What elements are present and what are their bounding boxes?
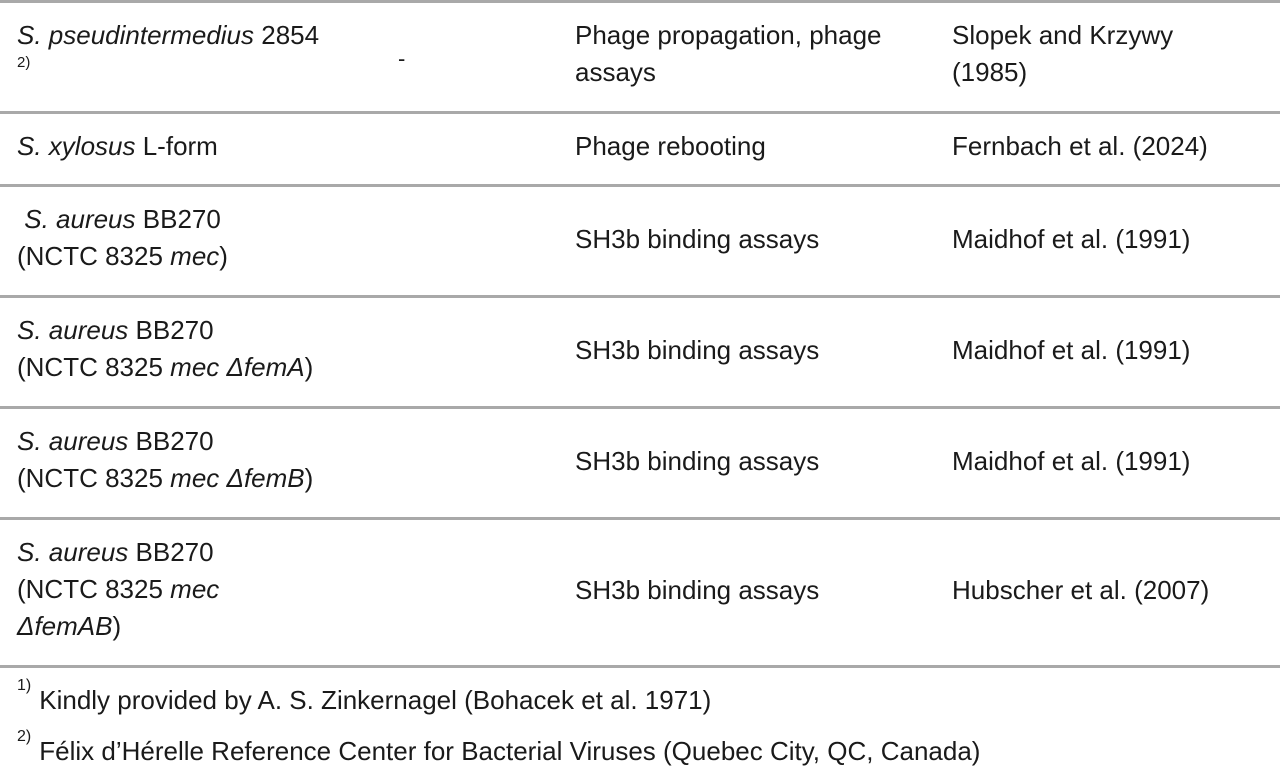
- strain-id: BB270: [128, 315, 214, 345]
- strain-detail-close: ): [219, 241, 228, 271]
- strain-id: L-form: [135, 131, 218, 161]
- table-row-2-ref: Fernbach et al. (2024): [952, 131, 1208, 161]
- table-row-3-ref: Maidhof et al. (1991): [952, 224, 1191, 254]
- use-line: Phage propagation, phage: [575, 20, 882, 50]
- table-row-1-strain: [17, 17, 319, 72]
- strain-genotype: mec: [170, 241, 220, 271]
- strain-id: BB270: [128, 537, 214, 567]
- table-row-3-use: SH3b binding assays: [575, 224, 820, 254]
- table-row-5-strain: [17, 423, 313, 497]
- ref-line: Slopek and Krzywy: [952, 20, 1174, 50]
- table-row-5-use: SH3b binding assays: [575, 446, 820, 476]
- strain-id: 2854: [254, 20, 320, 50]
- strain-id: BB270: [128, 426, 214, 456]
- strain-genotype: ΔfemAB: [17, 611, 113, 641]
- footnote-text: Kindly provided by A. S. Zinkernagel (Bohacek et al. 1971): [39, 685, 712, 715]
- footnote-text: Félix d’Hérelle Reference Center for Bacterial Viruses (Quebec City, QC, Canada): [39, 736, 981, 766]
- strain-detail-close: ): [304, 352, 314, 382]
- table-rule: [0, 295, 1280, 298]
- strain-species: S. aureus: [24, 204, 136, 234]
- strain-id: BB270: [135, 204, 221, 234]
- table-rule-bottom: [0, 665, 1280, 668]
- strain-species: S. aureus: [17, 537, 129, 567]
- table-row-4-strain: [17, 312, 313, 386]
- table-row-3-strain: [17, 201, 228, 275]
- table-row-1-ref: [952, 17, 1173, 91]
- strain-species: S. aureus: [17, 315, 129, 345]
- table-row-4-use: SH3b binding assays: [575, 335, 820, 365]
- strain-footnote-mark: 2): [17, 54, 31, 71]
- table-row-1-use: [575, 17, 882, 91]
- strain-species: S. xylosus: [17, 131, 136, 161]
- footnote-1: [17, 677, 712, 719]
- table-row-5-ref: Maidhof et al. (1991): [952, 446, 1191, 476]
- table-rule: [0, 184, 1280, 187]
- table-rule-top: [0, 0, 1280, 3]
- footnote-mark: 1): [17, 677, 32, 694]
- table-row-6-strain: [17, 534, 219, 645]
- strain-species: S. pseudintermedius: [17, 20, 255, 50]
- table-row-6-use: SH3b binding assays: [575, 575, 820, 605]
- strain-detail: (NCTC 8325: [17, 241, 171, 271]
- footnote-2: [17, 728, 981, 770]
- strain-detail: (NCTC 8325: [17, 352, 171, 382]
- table-row-2-strain: [17, 128, 218, 165]
- strain-detail: (NCTC 8325: [17, 574, 171, 604]
- table-row-2-use: Phage rebooting: [575, 131, 766, 161]
- footnote-mark: 2): [17, 728, 32, 745]
- strain-genotype: mec ΔfemA: [170, 352, 305, 382]
- table-rule: [0, 517, 1280, 520]
- strain-detail: (NCTC 8325: [17, 463, 171, 493]
- table-row-1-dash: -: [398, 46, 406, 71]
- table-row-4-ref: Maidhof et al. (1991): [952, 335, 1191, 365]
- table-rule: [0, 406, 1280, 409]
- strain-species: S. aureus: [17, 426, 129, 456]
- ref-line: (1985): [952, 57, 1028, 87]
- table-row-6-ref: Hubscher et al. (2007): [952, 575, 1210, 605]
- strain-genotype: mec: [170, 574, 220, 604]
- use-line: assays: [575, 57, 656, 87]
- table-rule: [0, 111, 1280, 114]
- strain-detail-close: ): [304, 463, 314, 493]
- strain-genotype: mec ΔfemB: [170, 463, 305, 493]
- strain-detail-close: ): [112, 611, 122, 641]
